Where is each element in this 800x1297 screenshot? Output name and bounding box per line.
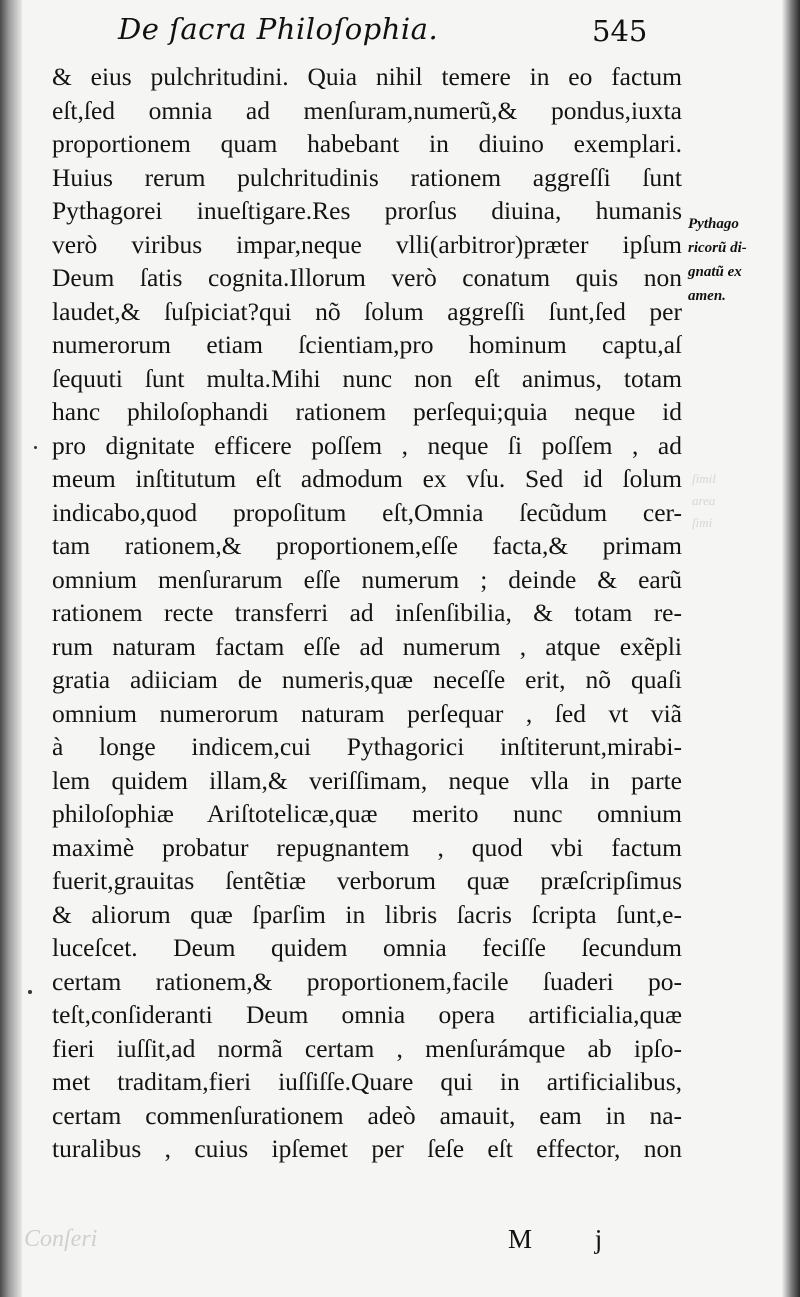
text-line: ſequuti ſunt multa.Mihi nunc non eſt animus, totam [52, 363, 682, 393]
text-line: gratia adiiciam de numeris,quæ neceſſe erit, nõ quaſi [52, 665, 682, 694]
page-number: 545 [592, 14, 648, 48]
bleed-through-line: area [692, 493, 716, 508]
ink-speck [34, 446, 37, 449]
text-line: à longe indicem,cui Pythagorici inſtiterunt,mirabi- [52, 732, 682, 761]
bleed-through-bottom: Conſeri [24, 1226, 98, 1252]
text-line: met traditam,fieri iuſſiſſe.Quare qui in artificialibus, [52, 1067, 682, 1096]
text-line: numerorum etiam ſcientiam,pro hominum captu,aſ [52, 330, 682, 359]
text-line: certam rationem,& proportionem,facile ſuaderi po- [52, 966, 682, 996]
marginal-note-line: Pythago [688, 216, 739, 232]
text-line: omnium menſurarum eſſe numerum ; deinde & earũ [52, 564, 682, 594]
text-line: fuerit,grauitas ſentẽtiæ verborum quæ præſcripſimus [52, 866, 682, 895]
text-line: teſt,conſideranti Deum omnia opera artificialia,quæ [52, 1000, 682, 1029]
text-line: fieri iuſſit,ad normã certam , menſurámque ab ipſo- [52, 1033, 682, 1063]
text-line: omnium numerorum naturam perſequar , ſed vt viã [52, 698, 682, 728]
marginal-note-line: gnatũ ex [688, 264, 742, 280]
marginal-note [688, 212, 784, 308]
text-line: luceſcet. Deum quidem omnia feciſſe ſecundum [52, 933, 682, 962]
text-line: pro dignitate efficere poſſem , neque ſi poſſem , ad [52, 430, 682, 460]
text-line: verò viribus impar,neque vlli(arbitror)præter ipſum [52, 229, 682, 259]
body-text [52, 60, 682, 1166]
text-line: hanc philoſophandi rationem perſequi;quia neque id [52, 397, 682, 426]
running-title: De ſacra Philoſophia. [118, 12, 439, 46]
marginal-note-line: amen. [688, 288, 726, 304]
text-line: turalibus , cuius ipſemet per ſeſe eſt effector, non [52, 1134, 682, 1163]
text-line: eſt,ſed omnia ad menſuram,numerũ,& pondus,iuxta [52, 95, 682, 125]
text-line: & aliorum quæ ſparſim in libris ſacris ſcripta ſunt,e- [52, 899, 682, 929]
text-line: laudet,& ſuſpiciat?qui nõ ſolum aggreſſi ſunt,ſed per [52, 296, 682, 326]
text-line: rationem recte transferri ad inſenſibilia, & totam re- [52, 598, 682, 627]
bleed-through-line: ſimi [692, 515, 713, 530]
page-binding-shadow [0, 0, 22, 1297]
text-line: maximè probatur repugnantem , quod vbi factum [52, 832, 682, 862]
ink-speck [28, 990, 32, 994]
text-line: proportionem quam habebant in diuino exemplari. [52, 129, 682, 158]
marginal-note-line: ricorũ di- [688, 240, 747, 256]
text-line: lem quidem illam,& veriſſimam, neque vlla in parte [52, 765, 682, 795]
page-edge-shadow [782, 0, 800, 1297]
signature-mark: M j [508, 1224, 631, 1254]
text-line: tam rationem,& proportionem,eſſe facta,& primam [52, 531, 682, 560]
text-line: indicabo,quod propoſitum eſt,Omnia ſecũdum cer- [52, 497, 682, 527]
text-line: Pythagorei inueſtigare.Res prorſus diuina, humanis [52, 196, 682, 225]
text-line: certam commenſurationem adeò amauit, eam in na- [52, 1100, 682, 1130]
text-line: rum naturam factam eſſe ad numerum , atque exẽpli [52, 631, 682, 661]
text-line: & eius pulchritudini. Quia nihil temere in eo factum [52, 62, 682, 91]
text-line: philoſophiæ Ariſtotelicæ,quæ merito nunc omnium [52, 799, 682, 828]
text-line: meum inſtitutum eſt admodum ex vſu. Sed id ſolum [52, 464, 682, 493]
bleed-through-line: ſimil [692, 471, 716, 486]
bleed-through-right [692, 468, 782, 534]
text-line: Deum ſatis cognita.Illorum verò conatum quis non [52, 263, 682, 292]
text-line: Huius rerum pulchritudinis rationem aggreſſi ſunt [52, 162, 682, 192]
